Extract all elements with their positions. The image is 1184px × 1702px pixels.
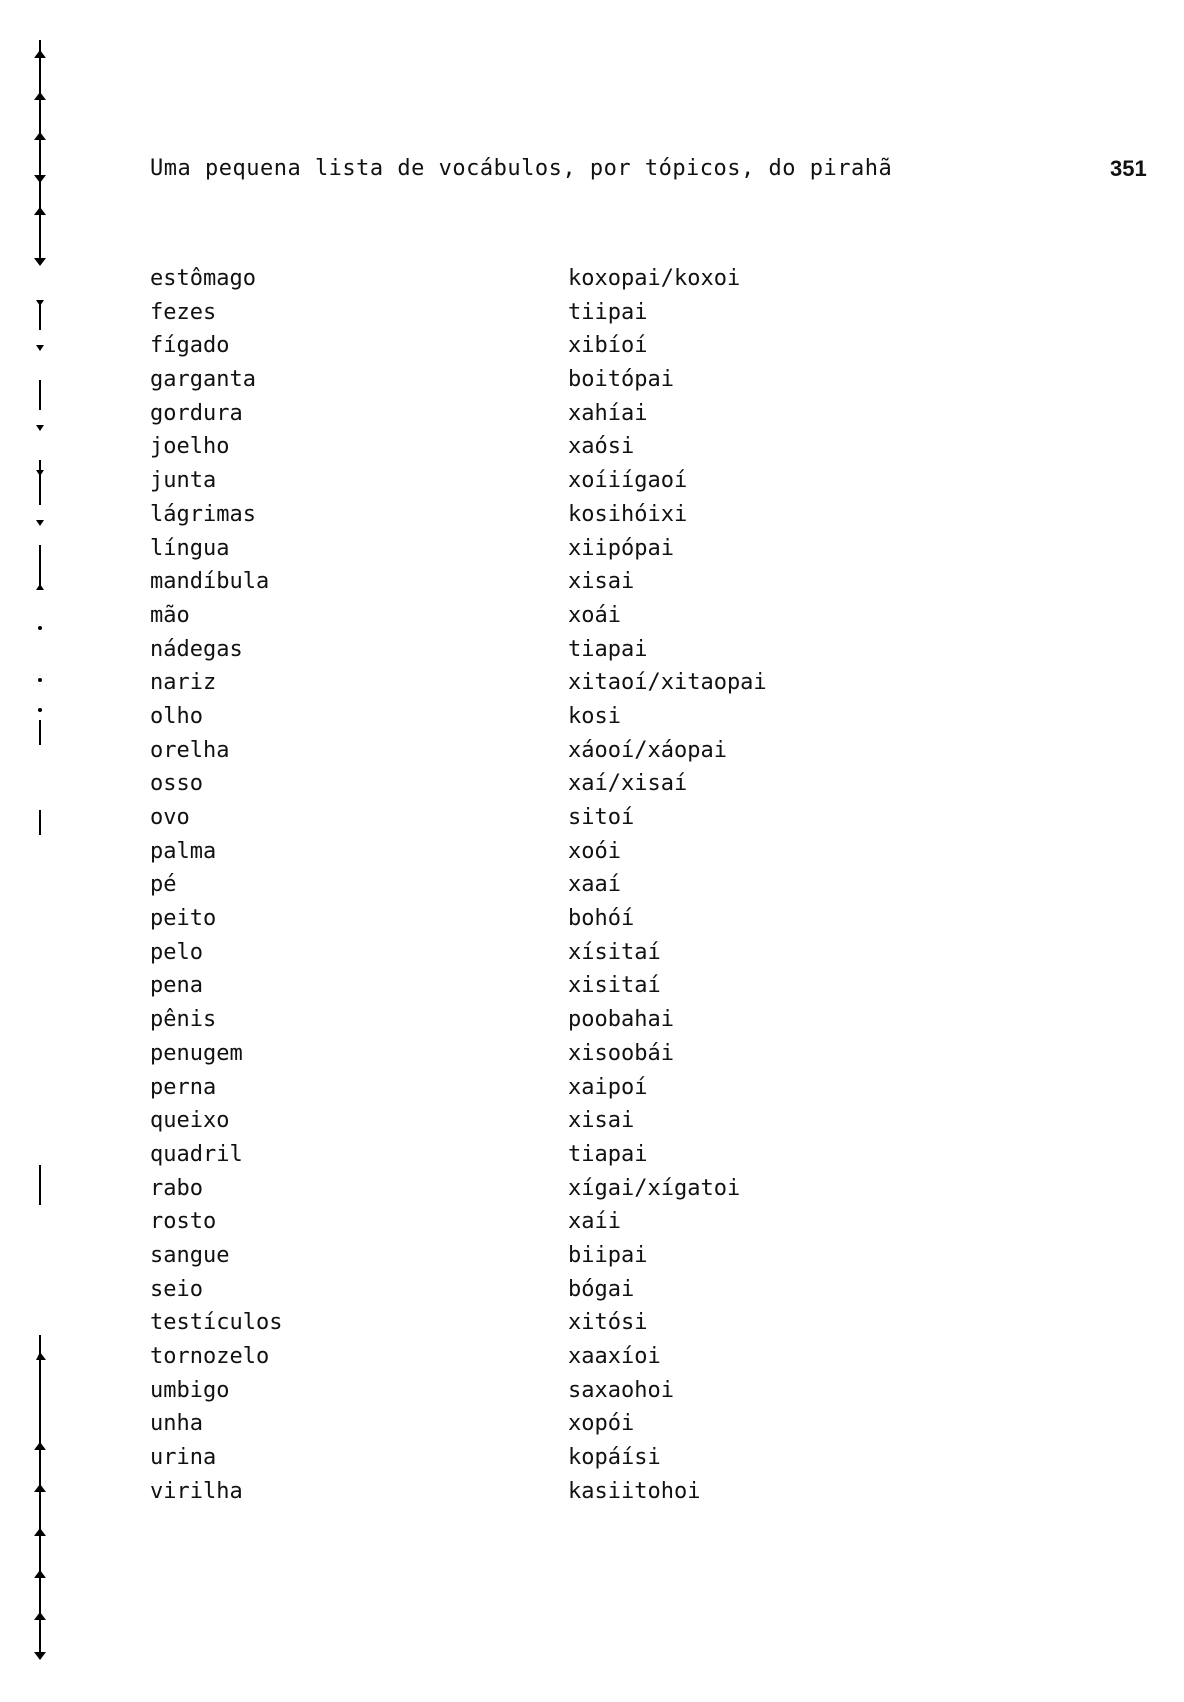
vocabulary-row [150, 666, 850, 700]
piraha-term: kosi [568, 703, 621, 729]
vocabulary-row [150, 1172, 850, 1206]
piraha-term: xibíoí [568, 333, 648, 359]
piraha-term: xísitaí [568, 939, 661, 965]
portuguese-term: seio [150, 1276, 203, 1302]
portuguese-term: pênis [150, 1007, 217, 1033]
piraha-term: biipai [568, 1242, 648, 1268]
vocabulary-row [150, 363, 850, 397]
piraha-term: xaí/xisaí [568, 771, 688, 797]
portuguese-term: fígado [150, 333, 230, 359]
portuguese-term: pelo [150, 939, 203, 965]
piraha-term: xaósi [568, 434, 635, 460]
piraha-term: xahíai [568, 400, 648, 426]
portuguese-term: garganta [150, 367, 256, 393]
piraha-term: kopáísi [568, 1445, 661, 1471]
vocabulary-list [150, 262, 850, 1508]
vocabulary-row [150, 262, 850, 296]
vocabulary-row [150, 1475, 850, 1509]
portuguese-term: rosto [150, 1209, 217, 1235]
piraha-term: xoói [568, 838, 621, 864]
piraha-term: xoíiígaoí [568, 468, 688, 494]
vocabulary-row [150, 532, 850, 566]
portuguese-term: joelho [150, 434, 230, 460]
vocabulary-row [150, 1104, 850, 1138]
piraha-term: tiapai [568, 636, 648, 662]
portuguese-term: pena [150, 973, 203, 999]
piraha-term: boitópai [568, 367, 674, 393]
vocabulary-row [150, 1407, 850, 1441]
piraha-term: kosihóixi [568, 501, 688, 527]
vocabulary-row [150, 734, 850, 768]
vocabulary-row [150, 430, 850, 464]
piraha-term: bógai [568, 1276, 635, 1302]
portuguese-term: olho [150, 703, 203, 729]
vocabulary-row [150, 1441, 850, 1475]
vocabulary-row [150, 902, 850, 936]
vocabulary-row [150, 633, 850, 667]
portuguese-term: fezes [150, 299, 217, 325]
piraha-term: xaaxíoi [568, 1344, 661, 1369]
vocabulary-row [150, 1037, 850, 1071]
piraha-term: xopói [568, 1411, 635, 1437]
piraha-term: xiipópai [568, 535, 674, 561]
piraha-term: saxaohoi [568, 1377, 674, 1403]
vocabulary-row [150, 1306, 850, 1340]
vocabulary-row [150, 767, 850, 801]
piraha-term: xisoobái [568, 1040, 674, 1066]
piraha-term: xígai/xígatoi [568, 1175, 741, 1201]
piraha-term: bohóí [568, 906, 635, 932]
page-number: 351 [1110, 156, 1147, 181]
portuguese-term: perna [150, 1074, 217, 1100]
vocabulary-row [150, 329, 850, 363]
portuguese-term: tornozelo [150, 1344, 270, 1369]
piraha-term: kasiitohoi [568, 1478, 701, 1504]
portuguese-term: orelha [150, 737, 230, 763]
portuguese-term: lágrimas [150, 501, 256, 527]
portuguese-term: mandíbula [150, 569, 270, 595]
piraha-term: xisai [568, 1108, 635, 1134]
vocabulary-row [150, 868, 850, 902]
portuguese-term: peito [150, 906, 217, 932]
vocabulary-row [150, 801, 850, 835]
portuguese-term: língua [150, 535, 230, 561]
piraha-term: poobahai [568, 1007, 674, 1033]
portuguese-term: pé [150, 872, 177, 898]
piraha-term: sitoí [568, 805, 635, 830]
vocabulary-row [150, 464, 850, 498]
vocabulary-row [150, 700, 850, 734]
portuguese-term: penugem [150, 1040, 243, 1066]
piraha-term: tiapai [568, 1141, 648, 1167]
piraha-term: xisai [568, 569, 635, 595]
portuguese-term: osso [150, 771, 203, 797]
vocabulary-row [150, 498, 850, 532]
portuguese-term: rabo [150, 1175, 203, 1201]
vocabulary-row [150, 296, 850, 330]
vocabulary-row [150, 1071, 850, 1105]
portuguese-term: sangue [150, 1242, 230, 1268]
portuguese-term: nádegas [150, 636, 243, 662]
piraha-term: tiipai [568, 299, 648, 325]
vocabulary-row [150, 397, 850, 431]
vocabulary-row [150, 969, 850, 1003]
portuguese-term: queixo [150, 1108, 230, 1134]
vocabulary-row [150, 1239, 850, 1273]
piraha-term: xoái [568, 602, 621, 628]
piraha-term: xitaoí/xitaopai [568, 670, 767, 696]
vocabulary-row [150, 599, 850, 633]
portuguese-term: quadril [150, 1141, 243, 1167]
vocabulary-row [150, 1273, 850, 1307]
piraha-term: xisitaí [568, 973, 661, 999]
portuguese-term: urina [150, 1445, 217, 1471]
portuguese-term: testículos [150, 1310, 283, 1336]
page-header-title: Uma pequena lista de vocábulos, por tópicos, do pirahã [150, 156, 893, 181]
vocabulary-row [150, 1374, 850, 1408]
portuguese-term: ovo [150, 805, 190, 830]
portuguese-term: palma [150, 838, 217, 864]
piraha-term: xaipoí [568, 1074, 648, 1100]
piraha-term: koxopai/koxoi [568, 266, 741, 291]
portuguese-term: unha [150, 1411, 203, 1437]
portuguese-term: mão [150, 602, 190, 628]
piraha-term: xaíi [568, 1209, 621, 1235]
vocabulary-row [150, 835, 850, 869]
portuguese-term: virilha [150, 1478, 243, 1504]
vocabulary-row [150, 1138, 850, 1172]
vocabulary-row [150, 936, 850, 970]
piraha-term: xitósi [568, 1310, 648, 1336]
vocabulary-row [150, 1205, 850, 1239]
portuguese-term: junta [150, 468, 217, 494]
vocabulary-row [150, 1003, 850, 1037]
vocabulary-row [150, 565, 850, 599]
portuguese-term: nariz [150, 670, 217, 696]
binding-margin-marks [20, 0, 60, 1702]
portuguese-term: estômago [150, 266, 256, 291]
portuguese-term: gordura [150, 400, 243, 426]
portuguese-term: umbigo [150, 1377, 230, 1403]
vocabulary-row [150, 1340, 850, 1374]
piraha-term: xaaí [568, 872, 621, 898]
piraha-term: xáooí/xáopai [568, 737, 727, 763]
